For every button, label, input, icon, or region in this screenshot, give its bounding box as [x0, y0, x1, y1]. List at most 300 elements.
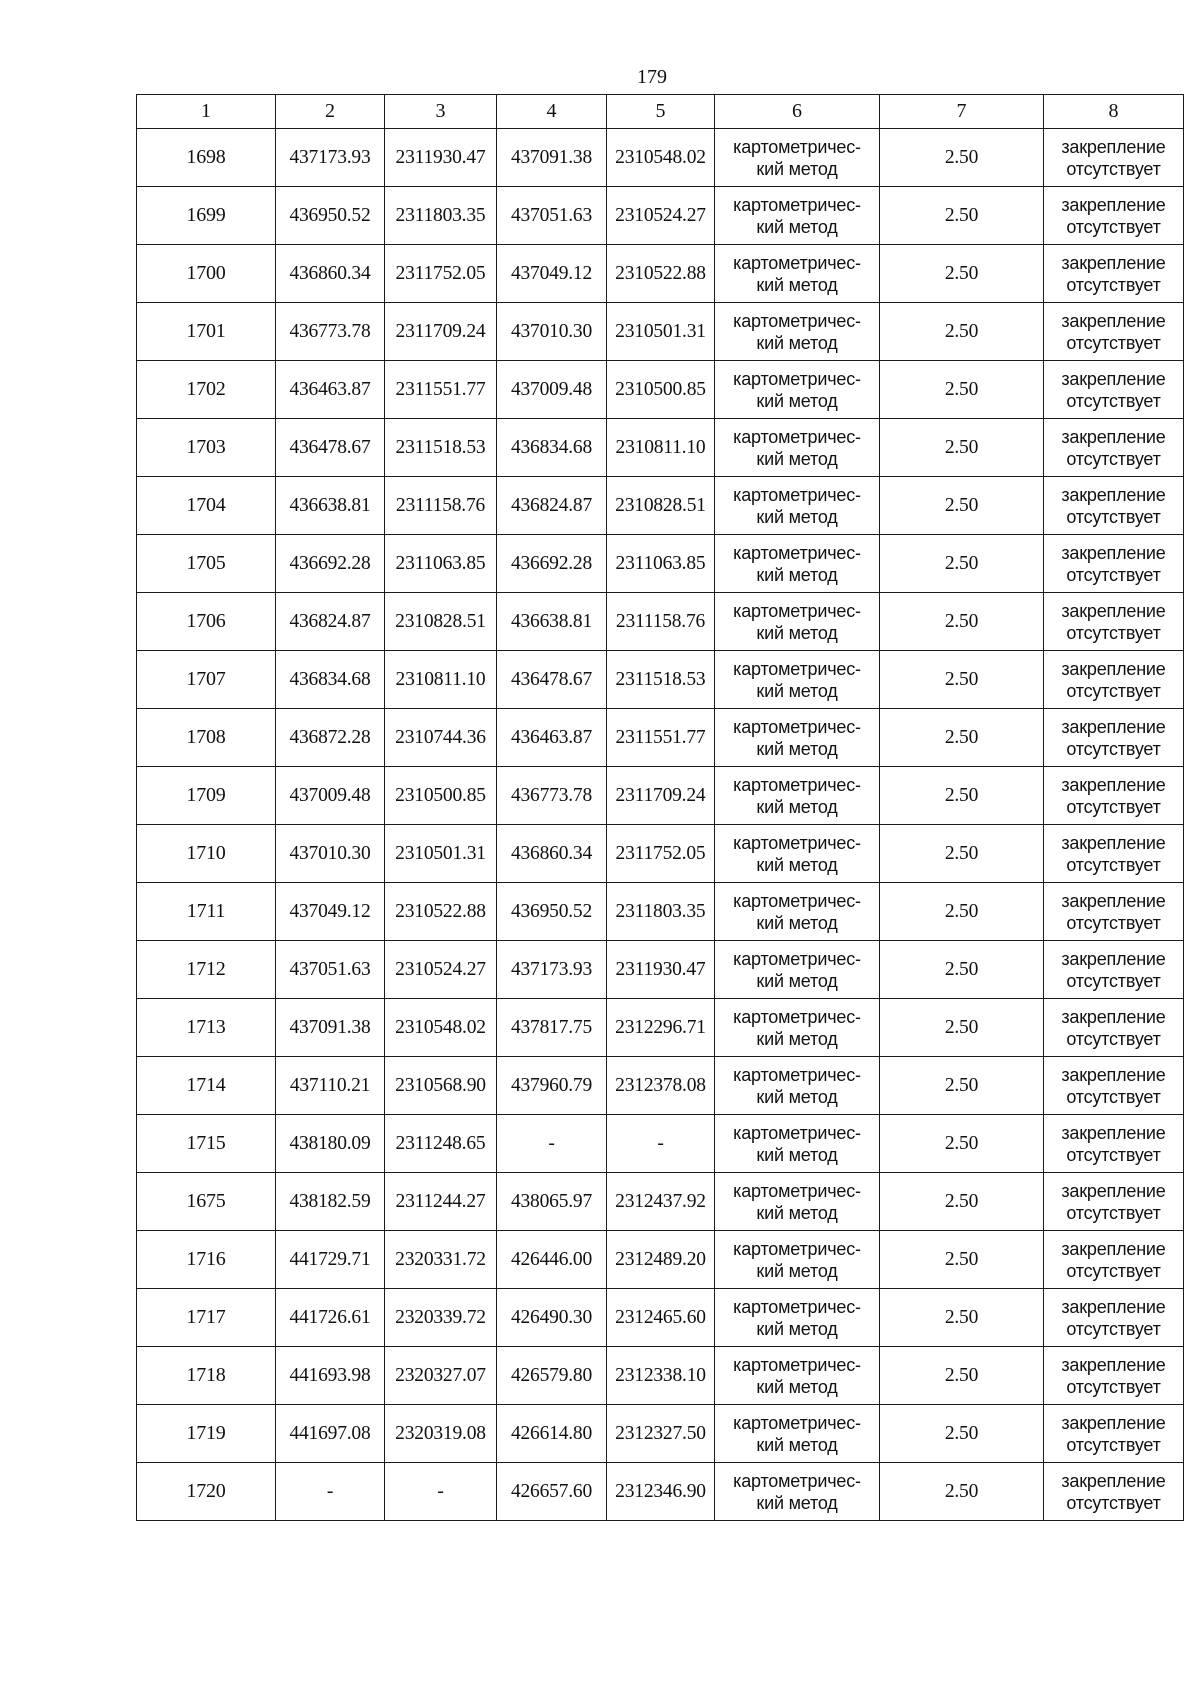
fixation-cell: [1044, 1231, 1184, 1289]
method-line-1: картометричес-: [733, 658, 861, 679]
method-cell: [715, 129, 880, 187]
y-start-cell: 2320339.72: [385, 1289, 497, 1347]
method-line-2: кий метод: [756, 1318, 838, 1339]
method-cell: [715, 187, 880, 245]
method-line-1: картометричес-: [733, 1064, 861, 1085]
method-line-2: кий метод: [756, 796, 838, 817]
y-start-cell: 2311752.05: [385, 245, 497, 303]
point-number-cell: 1707: [137, 651, 276, 709]
method-cell: [715, 1231, 880, 1289]
y-start-cell: 2311930.47: [385, 129, 497, 187]
table-row: [137, 361, 1184, 419]
x-end-cell: 437049.12: [497, 245, 607, 303]
y-start-cell: 2310744.36: [385, 709, 497, 767]
fixation-cell: [1044, 419, 1184, 477]
y-end-cell: 2310828.51: [607, 477, 715, 535]
x-start-cell: 437051.63: [276, 941, 385, 999]
table-body: [137, 129, 1184, 1521]
method-cell: [715, 1115, 880, 1173]
fixation-line-2: отсутствует: [1066, 1202, 1161, 1223]
fixation-cell: [1044, 999, 1184, 1057]
method-line-1: картометричес-: [733, 1180, 861, 1201]
table-row: [137, 477, 1184, 535]
fixation-line-1: закрепление: [1061, 426, 1166, 447]
fixation-line-1: закрепление: [1061, 484, 1166, 505]
fixation-cell: [1044, 651, 1184, 709]
method-line-1: картометричес-: [733, 426, 861, 447]
x-start-cell: 436834.68: [276, 651, 385, 709]
coordinates-table: [136, 94, 1184, 1521]
table-row: [137, 1231, 1184, 1289]
fixation-line-2: отсутствует: [1066, 564, 1161, 585]
x-end-cell: 436463.87: [497, 709, 607, 767]
fixation-line-1: закрепление: [1061, 774, 1166, 795]
fixation-cell: [1044, 245, 1184, 303]
method-line-2: кий метод: [756, 1086, 838, 1107]
x-start-cell: 441693.98: [276, 1347, 385, 1405]
point-number-cell: 1715: [137, 1115, 276, 1173]
accuracy-cell: 2.50: [880, 709, 1044, 767]
fixation-line-1: закрепление: [1061, 368, 1166, 389]
accuracy-cell: 2.50: [880, 883, 1044, 941]
method-cell: [715, 245, 880, 303]
y-start-cell: 2310548.02: [385, 999, 497, 1057]
y-start-cell: 2320319.08: [385, 1405, 497, 1463]
method-line-1: картометричес-: [733, 1412, 861, 1433]
fixation-line-1: закрепление: [1061, 1122, 1166, 1143]
method-line-2: кий метод: [756, 912, 838, 933]
point-number-cell: 1717: [137, 1289, 276, 1347]
y-start-cell: 2310500.85: [385, 767, 497, 825]
point-number-cell: 1716: [137, 1231, 276, 1289]
y-start-cell: 2311244.27: [385, 1173, 497, 1231]
accuracy-cell: 2.50: [880, 1289, 1044, 1347]
y-end-cell: 2312489.20: [607, 1231, 715, 1289]
fixation-cell: [1044, 187, 1184, 245]
y-end-cell: 2312338.10: [607, 1347, 715, 1405]
fixation-cell: [1044, 361, 1184, 419]
accuracy-cell: 2.50: [880, 1463, 1044, 1521]
x-end-cell: 436773.78: [497, 767, 607, 825]
method-cell: [715, 1405, 880, 1463]
method-line-2: кий метод: [756, 738, 838, 759]
point-number-cell: 1718: [137, 1347, 276, 1405]
fixation-line-2: отсутствует: [1066, 158, 1161, 179]
method-line-2: кий метод: [756, 390, 838, 411]
header-cell-6: 6: [715, 95, 880, 129]
fixation-cell: [1044, 1173, 1184, 1231]
x-end-cell: 436638.81: [497, 593, 607, 651]
x-start-cell: 438182.59: [276, 1173, 385, 1231]
fixation-line-2: отсутствует: [1066, 854, 1161, 875]
fixation-line-1: закрепление: [1061, 1006, 1166, 1027]
method-line-2: кий метод: [756, 1202, 838, 1223]
fixation-cell: [1044, 709, 1184, 767]
y-start-cell: 2310828.51: [385, 593, 497, 651]
fixation-cell: [1044, 303, 1184, 361]
method-line-1: картометричес-: [733, 368, 861, 389]
method-line-1: картометричес-: [733, 542, 861, 563]
fixation-cell: [1044, 1405, 1184, 1463]
fixation-cell: [1044, 1115, 1184, 1173]
x-end-cell: 437817.75: [497, 999, 607, 1057]
fixation-line-1: закрепление: [1061, 1064, 1166, 1085]
method-line-2: кий метод: [756, 274, 838, 295]
table-header: [137, 95, 1184, 129]
y-end-cell: 2310548.02: [607, 129, 715, 187]
accuracy-cell: 2.50: [880, 1231, 1044, 1289]
method-line-1: картометричес-: [733, 1354, 861, 1375]
x-end-cell: 436860.34: [497, 825, 607, 883]
fixation-line-2: отсутствует: [1066, 1086, 1161, 1107]
method-cell: [715, 303, 880, 361]
y-end-cell: 2312327.50: [607, 1405, 715, 1463]
point-number-cell: 1711: [137, 883, 276, 941]
fixation-line-1: закрепление: [1061, 1180, 1166, 1201]
fixation-line-1: закрепление: [1061, 890, 1166, 911]
accuracy-cell: 2.50: [880, 941, 1044, 999]
point-number-cell: 1699: [137, 187, 276, 245]
y-start-cell: -: [385, 1463, 497, 1521]
fixation-line-2: отсутствует: [1066, 1144, 1161, 1165]
header-cell-5: 5: [607, 95, 715, 129]
x-end-cell: 437051.63: [497, 187, 607, 245]
method-line-1: картометричес-: [733, 600, 861, 621]
fixation-line-2: отсутствует: [1066, 1492, 1161, 1513]
fixation-line-1: закрепление: [1061, 1412, 1166, 1433]
method-line-2: кий метод: [756, 1028, 838, 1049]
method-line-1: картометричес-: [733, 1296, 861, 1317]
accuracy-cell: 2.50: [880, 1405, 1044, 1463]
method-line-1: картометричес-: [733, 716, 861, 737]
x-start-cell: 436478.67: [276, 419, 385, 477]
table-row: [137, 999, 1184, 1057]
y-start-cell: 2311158.76: [385, 477, 497, 535]
fixation-line-1: закрепление: [1061, 1238, 1166, 1259]
fixation-line-2: отсутствует: [1066, 1260, 1161, 1281]
table-row: [137, 1289, 1184, 1347]
y-start-cell: 2311518.53: [385, 419, 497, 477]
fixation-line-2: отсутствует: [1066, 506, 1161, 527]
x-start-cell: 436824.87: [276, 593, 385, 651]
table-row: [137, 1405, 1184, 1463]
y-start-cell: 2311709.24: [385, 303, 497, 361]
table-row: [137, 187, 1184, 245]
method-cell: [715, 1347, 880, 1405]
y-start-cell: 2311803.35: [385, 187, 497, 245]
x-end-cell: 426657.60: [497, 1463, 607, 1521]
point-number-cell: 1712: [137, 941, 276, 999]
point-number-cell: 1709: [137, 767, 276, 825]
x-start-cell: 437173.93: [276, 129, 385, 187]
method-cell: [715, 651, 880, 709]
x-end-cell: 437010.30: [497, 303, 607, 361]
x-start-cell: 437010.30: [276, 825, 385, 883]
fixation-line-1: закрепление: [1061, 194, 1166, 215]
header-cell-1: 1: [137, 95, 276, 129]
fixation-line-1: закрепление: [1061, 658, 1166, 679]
x-end-cell: 436692.28: [497, 535, 607, 593]
y-end-cell: 2311551.77: [607, 709, 715, 767]
method-line-1: картометричес-: [733, 1238, 861, 1259]
fixation-cell: [1044, 1463, 1184, 1521]
accuracy-cell: 2.50: [880, 303, 1044, 361]
table-row: [137, 419, 1184, 477]
table-row: [137, 245, 1184, 303]
x-start-cell: 437091.38: [276, 999, 385, 1057]
method-line-2: кий метод: [756, 1260, 838, 1281]
x-start-cell: 441697.08: [276, 1405, 385, 1463]
method-line-1: картометричес-: [733, 1122, 861, 1143]
method-line-2: кий метод: [756, 680, 838, 701]
method-line-1: картометричес-: [733, 194, 861, 215]
table-row: [137, 709, 1184, 767]
method-cell: [715, 999, 880, 1057]
method-cell: [715, 1463, 880, 1521]
method-line-2: кий метод: [756, 1492, 838, 1513]
x-end-cell: -: [497, 1115, 607, 1173]
accuracy-cell: 2.50: [880, 419, 1044, 477]
x-end-cell: 437173.93: [497, 941, 607, 999]
header-row: [137, 95, 1184, 129]
fixation-line-2: отсутствует: [1066, 332, 1161, 353]
fixation-line-2: отсутствует: [1066, 796, 1161, 817]
point-number-cell: 1708: [137, 709, 276, 767]
method-line-2: кий метод: [756, 1376, 838, 1397]
fixation-line-2: отсутствует: [1066, 216, 1161, 237]
x-end-cell: 436834.68: [497, 419, 607, 477]
accuracy-cell: 2.50: [880, 1115, 1044, 1173]
y-start-cell: 2311551.77: [385, 361, 497, 419]
method-line-2: кий метод: [756, 854, 838, 875]
method-cell: [715, 767, 880, 825]
fixation-line-2: отсутствует: [1066, 912, 1161, 933]
fixation-line-1: закрепление: [1061, 1470, 1166, 1491]
y-end-cell: 2310501.31: [607, 303, 715, 361]
fixation-line-1: закрепление: [1061, 948, 1166, 969]
table-row: [137, 941, 1184, 999]
accuracy-cell: 2.50: [880, 361, 1044, 419]
fixation-line-2: отсутствует: [1066, 738, 1161, 759]
fixation-line-2: отсутствует: [1066, 622, 1161, 643]
y-start-cell: 2311248.65: [385, 1115, 497, 1173]
table-row: [137, 593, 1184, 651]
y-start-cell: 2310811.10: [385, 651, 497, 709]
method-line-1: картометричес-: [733, 1470, 861, 1491]
point-number-cell: 1714: [137, 1057, 276, 1115]
fixation-line-2: отсутствует: [1066, 970, 1161, 991]
point-number-cell: 1719: [137, 1405, 276, 1463]
accuracy-cell: 2.50: [880, 651, 1044, 709]
table-row: [137, 825, 1184, 883]
method-line-1: картометричес-: [733, 832, 861, 853]
x-end-cell: 436478.67: [497, 651, 607, 709]
method-line-2: кий метод: [756, 216, 838, 237]
accuracy-cell: 2.50: [880, 767, 1044, 825]
accuracy-cell: 2.50: [880, 129, 1044, 187]
y-start-cell: 2310568.90: [385, 1057, 497, 1115]
x-start-cell: 437110.21: [276, 1057, 385, 1115]
point-number-cell: 1710: [137, 825, 276, 883]
method-cell: [715, 825, 880, 883]
x-start-cell: 436638.81: [276, 477, 385, 535]
point-number-cell: 1675: [137, 1173, 276, 1231]
header-cell-4: 4: [497, 95, 607, 129]
fixation-cell: [1044, 1057, 1184, 1115]
method-cell: [715, 593, 880, 651]
fixation-line-1: закрепление: [1061, 1296, 1166, 1317]
point-number-cell: 1700: [137, 245, 276, 303]
y-start-cell: 2310522.88: [385, 883, 497, 941]
y-start-cell: 2310501.31: [385, 825, 497, 883]
method-line-1: картометричес-: [733, 948, 861, 969]
y-end-cell: 2310522.88: [607, 245, 715, 303]
table-row: [137, 1463, 1184, 1521]
page-number: 179: [637, 66, 667, 88]
y-end-cell: 2311063.85: [607, 535, 715, 593]
fixation-line-1: закрепление: [1061, 310, 1166, 331]
x-start-cell: 437049.12: [276, 883, 385, 941]
y-start-cell: 2311063.85: [385, 535, 497, 593]
fixation-cell: [1044, 477, 1184, 535]
method-line-2: кий метод: [756, 506, 838, 527]
accuracy-cell: 2.50: [880, 1347, 1044, 1405]
x-start-cell: 441729.71: [276, 1231, 385, 1289]
x-end-cell: 436824.87: [497, 477, 607, 535]
method-line-2: кий метод: [756, 448, 838, 469]
point-number-cell: 1698: [137, 129, 276, 187]
method-line-2: кий метод: [756, 622, 838, 643]
method-line-2: кий метод: [756, 332, 838, 353]
method-cell: [715, 883, 880, 941]
table-row: [137, 129, 1184, 187]
y-end-cell: 2310524.27: [607, 187, 715, 245]
fixation-line-2: отсутствует: [1066, 448, 1161, 469]
x-start-cell: -: [276, 1463, 385, 1521]
y-end-cell: 2312378.08: [607, 1057, 715, 1115]
fixation-line-2: отсутствует: [1066, 1434, 1161, 1455]
table-row: [137, 535, 1184, 593]
point-number-cell: 1705: [137, 535, 276, 593]
y-end-cell: 2311158.76: [607, 593, 715, 651]
accuracy-cell: 2.50: [880, 187, 1044, 245]
fixation-line-2: отсутствует: [1066, 1376, 1161, 1397]
accuracy-cell: 2.50: [880, 1057, 1044, 1115]
method-cell: [715, 535, 880, 593]
x-end-cell: 426490.30: [497, 1289, 607, 1347]
method-line-2: кий метод: [756, 970, 838, 991]
y-end-cell: 2311752.05: [607, 825, 715, 883]
y-end-cell: 2312465.60: [607, 1289, 715, 1347]
fixation-line-1: закрепление: [1061, 252, 1166, 273]
y-end-cell: 2311803.35: [607, 883, 715, 941]
point-number-cell: 1702: [137, 361, 276, 419]
y-end-cell: 2311709.24: [607, 767, 715, 825]
fixation-line-1: закрепление: [1061, 832, 1166, 853]
y-end-cell: 2312437.92: [607, 1173, 715, 1231]
header-cell-7: 7: [880, 95, 1044, 129]
accuracy-cell: 2.50: [880, 1173, 1044, 1231]
fixation-cell: [1044, 535, 1184, 593]
method-line-1: картометричес-: [733, 252, 861, 273]
table-row: [137, 1115, 1184, 1173]
y-end-cell: -: [607, 1115, 715, 1173]
x-start-cell: 436692.28: [276, 535, 385, 593]
method-cell: [715, 1173, 880, 1231]
point-number-cell: 1713: [137, 999, 276, 1057]
y-end-cell: 2310500.85: [607, 361, 715, 419]
accuracy-cell: 2.50: [880, 999, 1044, 1057]
table-row: [137, 1347, 1184, 1405]
table-row: [137, 1057, 1184, 1115]
method-cell: [715, 1289, 880, 1347]
point-number-cell: 1703: [137, 419, 276, 477]
y-end-cell: 2312296.71: [607, 999, 715, 1057]
fixation-line-1: закрепление: [1061, 716, 1166, 737]
fixation-line-2: отсутствует: [1066, 390, 1161, 411]
table-row: [137, 303, 1184, 361]
method-line-2: кий метод: [756, 1144, 838, 1165]
point-number-cell: 1701: [137, 303, 276, 361]
x-start-cell: 436773.78: [276, 303, 385, 361]
method-cell: [715, 361, 880, 419]
table-row: [137, 767, 1184, 825]
accuracy-cell: 2.50: [880, 477, 1044, 535]
x-start-cell: 441726.61: [276, 1289, 385, 1347]
y-start-cell: 2320331.72: [385, 1231, 497, 1289]
method-line-1: картометричес-: [733, 890, 861, 911]
x-start-cell: 436860.34: [276, 245, 385, 303]
x-end-cell: 437009.48: [497, 361, 607, 419]
method-cell: [715, 709, 880, 767]
header-cell-3: 3: [385, 95, 497, 129]
x-end-cell: 426446.00: [497, 1231, 607, 1289]
x-start-cell: 436950.52: [276, 187, 385, 245]
fixation-line-1: закрепление: [1061, 600, 1166, 621]
table-row: [137, 651, 1184, 709]
fixation-cell: [1044, 129, 1184, 187]
fixation-cell: [1044, 941, 1184, 999]
method-line-2: кий метод: [756, 564, 838, 585]
y-end-cell: 2311930.47: [607, 941, 715, 999]
x-start-cell: 437009.48: [276, 767, 385, 825]
header-cell-8: 8: [1044, 95, 1184, 129]
method-line-1: картометричес-: [733, 310, 861, 331]
x-end-cell: 437091.38: [497, 129, 607, 187]
method-line-1: картометричес-: [733, 484, 861, 505]
x-start-cell: 436463.87: [276, 361, 385, 419]
x-end-cell: 426579.80: [497, 1347, 607, 1405]
fixation-cell: [1044, 1289, 1184, 1347]
fixation-line-1: закрепление: [1061, 136, 1166, 157]
point-number-cell: 1704: [137, 477, 276, 535]
fixation-cell: [1044, 593, 1184, 651]
point-number-cell: 1720: [137, 1463, 276, 1521]
y-end-cell: 2311518.53: [607, 651, 715, 709]
accuracy-cell: 2.50: [880, 825, 1044, 883]
x-start-cell: 436872.28: [276, 709, 385, 767]
method-line-1: картометричес-: [733, 136, 861, 157]
method-cell: [715, 941, 880, 999]
table-row: [137, 1173, 1184, 1231]
fixation-cell: [1044, 767, 1184, 825]
y-end-cell: 2312346.90: [607, 1463, 715, 1521]
fixation-cell: [1044, 825, 1184, 883]
method-cell: [715, 477, 880, 535]
fixation-cell: [1044, 1347, 1184, 1405]
accuracy-cell: 2.50: [880, 535, 1044, 593]
fixation-line-2: отсутствует: [1066, 680, 1161, 701]
